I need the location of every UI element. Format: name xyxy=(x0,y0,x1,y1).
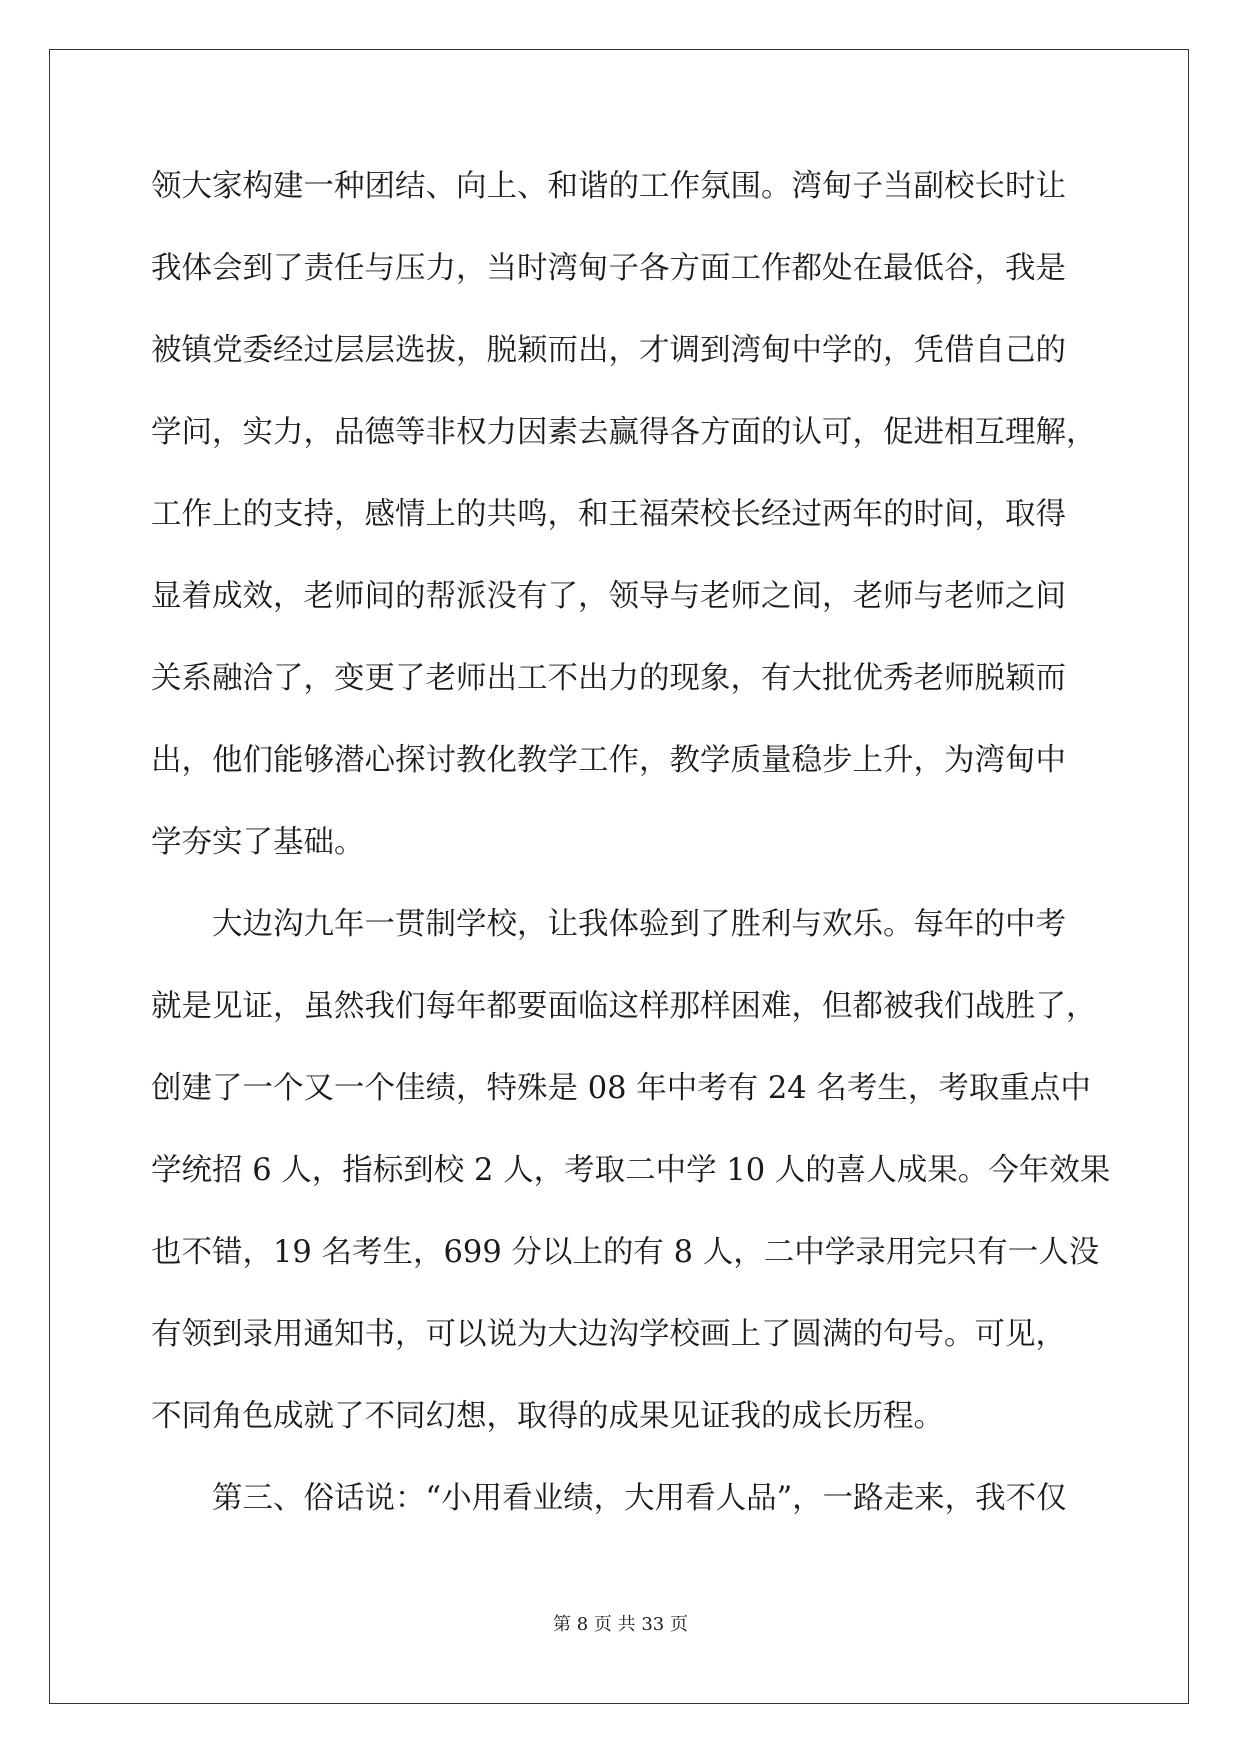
document-body xyxy=(151,162,1111,1556)
text-line: 领大家构建一种团结、向上、和谐的工作氛围。湾甸子当副校长时让 xyxy=(151,169,1066,204)
text-line: 学夯实了基础。 xyxy=(151,825,365,860)
text-line: 被镇党委经过层层选拔，脱颖而出，才调到湾甸中学的，凭借自己的 xyxy=(151,333,1066,368)
text-line: 不同角色成就了不同幻想，取得的成果见证我的成长历程。 xyxy=(151,1399,944,1434)
text-line: 学问，实力，品德等非权力因素去赢得各方面的认可，促进相互理解， xyxy=(151,415,1097,450)
text-line: 第三、俗话说：“小用看业绩，大用看人品”，一路走来，我不仅 xyxy=(212,1481,1067,1516)
text-line: 我体会到了责任与压力，当时湾甸子各方面工作都处在最低谷，我是 xyxy=(151,251,1066,286)
text-line: 创建了一个又一个佳绩，特殊是 08 年中考有 24 名考生，考取重点中 xyxy=(151,1071,1091,1106)
text-line: 出，他们能够潜心探讨教化教学工作，教学质量稳步上升，为湾甸中 xyxy=(151,743,1066,778)
text-line: 显着成效，老师间的帮派没有了，领导与老师之间，老师与老师之间 xyxy=(151,579,1066,614)
text-line: 也不错，19 名考生，699 分以上的有 8 人，二中学录用完只有一人没 xyxy=(151,1235,1100,1270)
text-line: 工作上的支持，感情上的共鸣，和王福荣校长经过两年的时间，取得 xyxy=(151,497,1066,532)
text-line: 有领到录用通知书，可以说为大边沟学校画上了圆满的句号。可见， xyxy=(151,1317,1066,1352)
text-line: 就是见证，虽然我们每年都要面临这样那样困难，但都被我们战胜了， xyxy=(151,989,1097,1024)
text-line: 学统招 6 人，指标到校 2 人，考取二中学 10 人的喜人成果。今年效果 xyxy=(151,1153,1111,1188)
text-line: 关系融洽了，变更了老师出工不出力的现象，有大批优秀老师脱颖而 xyxy=(151,661,1066,696)
page-number: 第 8 页 共 33 页 xyxy=(553,1614,688,1635)
text-line: 大边沟九年一贯制学校，让我体验到了胜利与欢乐。每年的中考 xyxy=(212,907,1066,942)
